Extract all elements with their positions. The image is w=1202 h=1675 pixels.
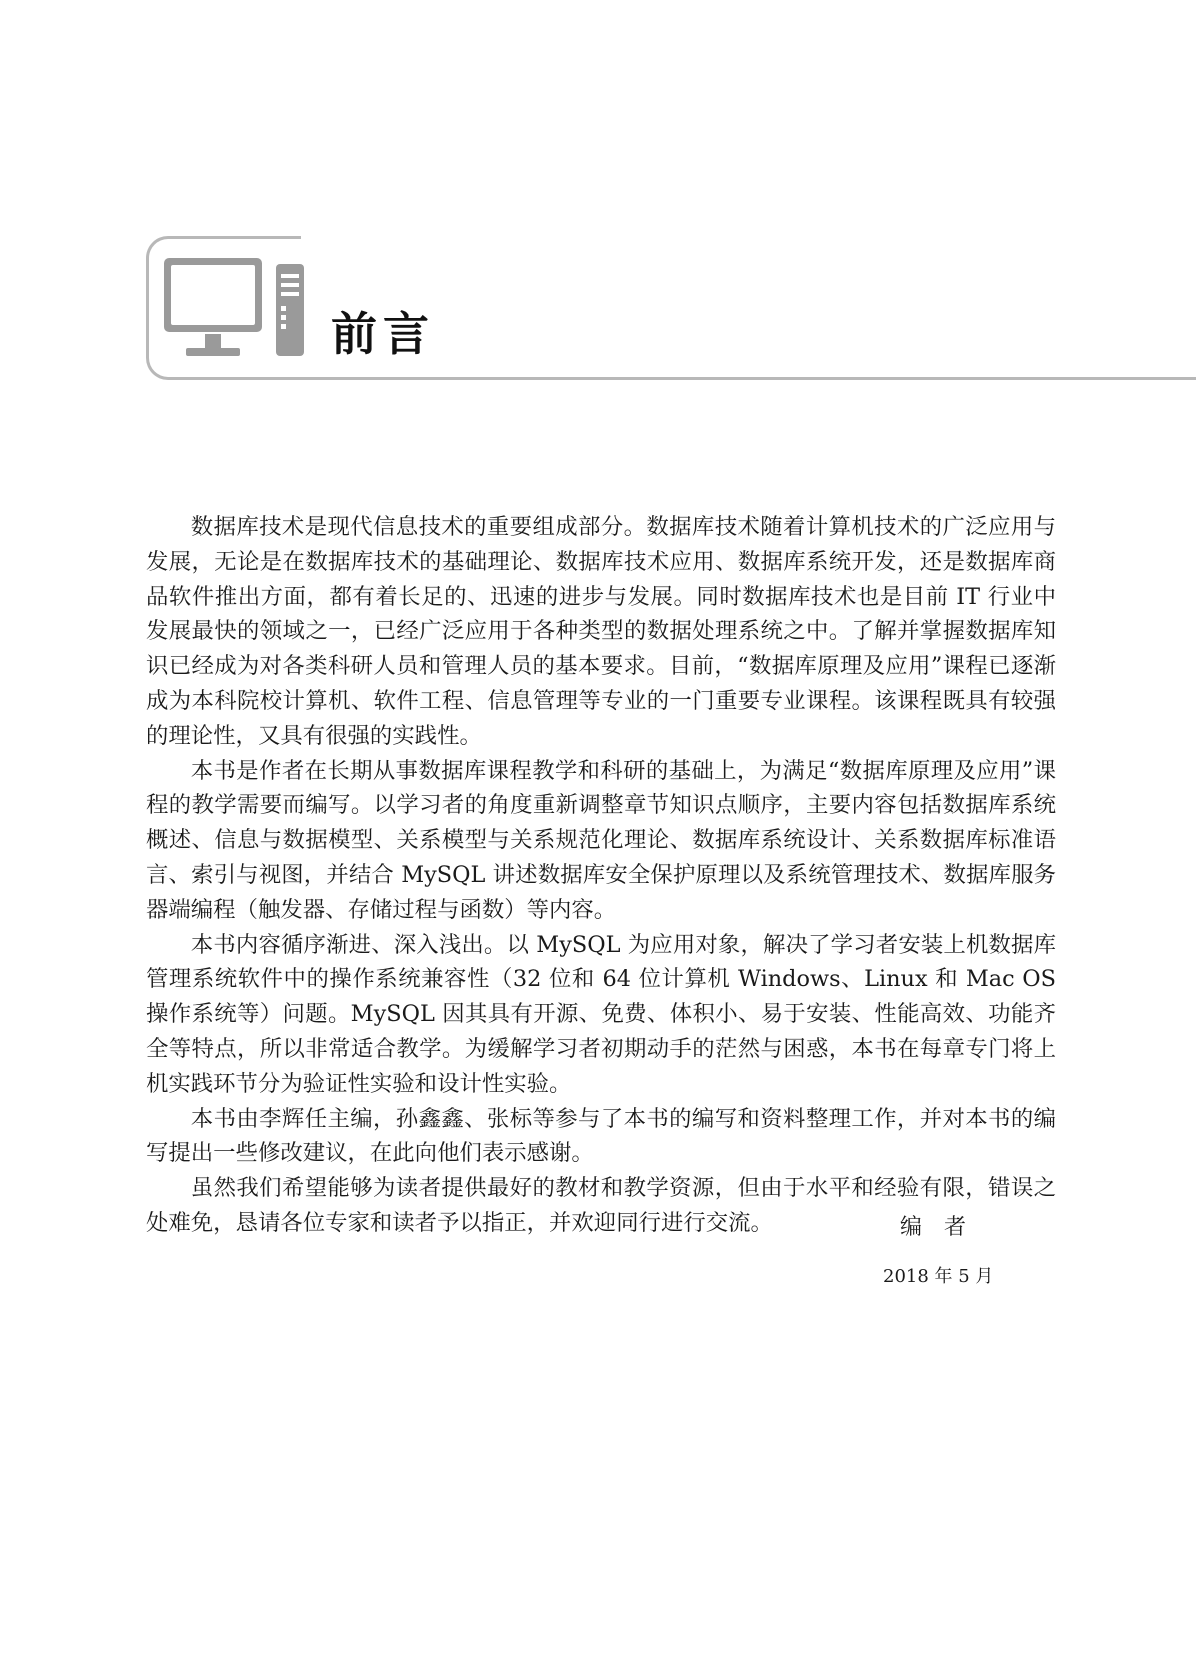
chapter-title: 前言 bbox=[331, 307, 435, 361]
paragraph: 数据库技术是现代信息技术的重要组成部分。数据库技术随着计算机技术的广泛应用与发展，无论是在数据库技术的基础理论、数据库技术应用、数据库系统开发，还是数据库商品软件推出方面，都有着长足的、迅速的进步与发展。同时数据库技术也是目前 IT 行业中发展最快的领域之一，已经广泛应用于各种类型的数据处理系统之中。了解并掌握数据库知识已经成为对各类科研人员和管理人员的基本要求。目前，“数据库原理及应用”课程已逐渐成为本科院校计算机、软件工程、信息管理等专业的一门重要专业课程。该课程既具有较强的理论性，又具有很强的实践性。 bbox=[146, 514, 1056, 749]
paragraph: 本书由李辉任主编，孙鑫鑫、张标等参与了本书的编写和资料整理工作，并对本书的编写提出一些修改建议，在此向他们表示感谢。 bbox=[146, 1105, 1056, 1167]
chapter-header bbox=[146, 236, 1046, 380]
paragraph: 本书内容循序渐进、深入浅出。以 MySQL 为应用对象，解决了学习者安装上机数据库管理系统软件中的操作系统兼容性（32 位和 64 位计算机 Windows、Linux 和 Mac OS 操作系统等）问题。MySQL 因其具有开源、免费、体积小、易于安装、性能高效、功能齐全等特点，所以非常适合教学。为缓解学习者初期动手的茫然与困惑，本书在每章专门将上机实践环节分为验证性实验和设计性实验。 bbox=[146, 931, 1056, 1097]
paragraph: 本书是作者在长期从事数据库课程教学和科研的基础上，为满足“数据库原理及应用”课程的教学需要而编写。以学习者的角度重新调整章节知识点顺序，主要内容包括数据库系统概述、信息与数据模型、关系模型与关系规范化理论、数据库系统设计、关系数据库标准语言、索引与视图，并结合 MySQL 讲述数据库安全保护原理以及系统管理技术、数据库服务器端编程（触发器、存储过程与函数）等内容。 bbox=[146, 757, 1056, 923]
signature-date: 2018 年 5 月 bbox=[883, 1266, 994, 1287]
author-signature: 编者 bbox=[900, 1215, 989, 1240]
header-rule bbox=[296, 377, 1196, 380]
computer-icon bbox=[164, 258, 314, 368]
preface-body bbox=[146, 510, 1056, 1241]
paragraph: 虽然我们希望能够为读者提供最好的教材和教学资源，但由于水平和经验有限，错误之处难免，恳请各位专家和读者予以指正，并欢迎同行进行交流。 bbox=[146, 1175, 1056, 1236]
